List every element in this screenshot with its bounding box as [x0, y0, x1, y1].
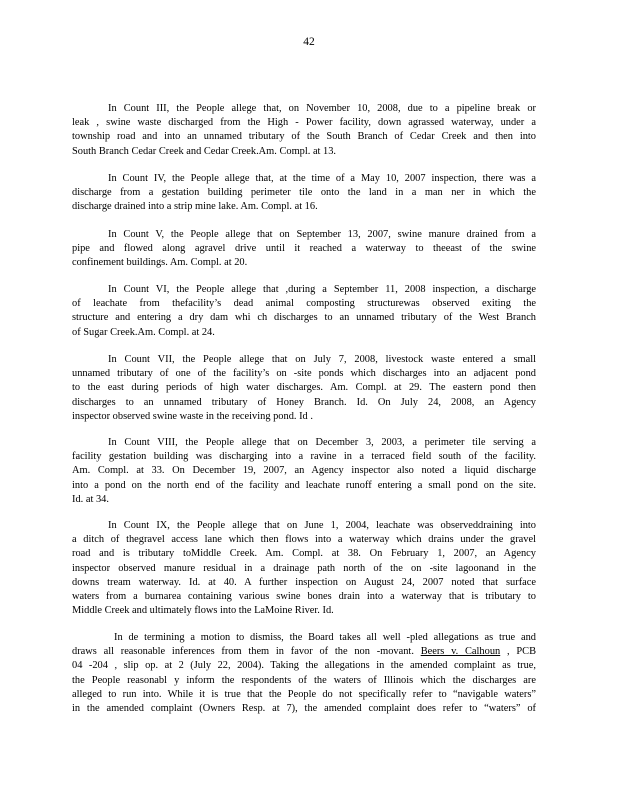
text-line: to the east during periods of high water discharges. Am. Compl. at 29. The eastern pond then [72, 382, 536, 394]
text-line: unnamed tributary of one of the facility’s on -site ponds which discharges into an adjacent pond [72, 368, 536, 380]
text-line: waters from a burnarea containing various swine bones drain into a waterway that is tributary to [72, 591, 536, 603]
text-line: In Count V, the People allege that on September 13, 2007, swine manure drained from a [108, 229, 536, 240]
text-line: a ditch of thegravel access lane which then flows into a waterway which drains under the gravel [72, 534, 536, 546]
text-line: inspector observed manure residual in a drainage path north of the on -site lagoonand in the [72, 562, 536, 574]
text-line: facility gestation building was discharging into a ravine in a terraced field south of the facility. [72, 451, 536, 463]
text-line: In Count III, the People allege that, on November 10, 2008, due to a pipeline break or [108, 103, 536, 114]
text-line: discharge drained into a strip mine lake. Am. Compl. at 16. [72, 201, 318, 213]
text-line: into a pond on the north end of the facility and leachate runoff entering a small pond on the site. [72, 479, 536, 491]
paragraph-count-ix [72, 519, 536, 618]
text-line: In Count IV, the People allege that, at the time of a May 10, 2007 inspection, there was a [108, 173, 536, 184]
text-line: In Count VII, the People allege that on July 7, 2008, livestock waste entered a small [108, 354, 536, 365]
text-line: in the amended complaint (Owners Resp. at 7), the amended complaint does refer to “waters” of [72, 703, 536, 715]
text-line: township road and into an unnamed tributary of the South Branch of Cedar Creek and then into [72, 131, 536, 143]
paragraph-count-v [72, 228, 536, 271]
text-line: Id. at 34. [72, 493, 109, 505]
text-line: discharge from a gestation building perimeter tile onto the land in a man ner in which the [72, 187, 536, 199]
text-line: leak , swine waste discharged from the High - Power facility, down agrassed waterway, under a [72, 117, 536, 129]
text-line: In Count VIII, the People allege that on December 3, 2003, a perimeter tile serving a [108, 437, 536, 448]
text-line-with-citation [72, 645, 536, 659]
paragraph-count-vii [72, 353, 536, 424]
paragraph-count-vi [72, 283, 536, 340]
text-segment: draws all reasonable inferences from them in favor of the non -movant. [72, 646, 421, 658]
paragraph-count-iii [72, 102, 536, 159]
text-line: of leachate from thefacility’s dead animal composting structurewas observed exiting the [72, 298, 536, 310]
text-line: In Count VI, the People allege that ,during a September 11, 2008 inspection, a discharge [108, 284, 536, 295]
text-line: confinement buildings. Am. Compl. at 20. [72, 257, 248, 269]
paragraph-count-iv [72, 172, 536, 215]
case-citation: Beers v. Calhoun [420, 646, 501, 658]
page-number: 42 [303, 36, 315, 48]
text-line: Am. Compl. at 33. On December 19, 2007, an Agency inspector also noted a liquid discharge [72, 465, 536, 477]
text-line: discharges to an unnamed tributary of Honey Branch. Id. On July 24, 2008, an Agency [72, 396, 536, 408]
text-line: inspector observed swine waste in the receiving pond. Id . [72, 410, 313, 422]
text-line: 04 -204 , slip op. at 2 (July 22, 2004). Taking the allegations in the amended complaint as true, [72, 660, 536, 672]
paragraph-count-viii [72, 436, 536, 507]
text-line: the People reasonabl y inform the respondents of the waters of Illinois which the discharges are [72, 674, 536, 686]
text-line: Middle Creek and ultimately flows into the LaMoine River. Id. [72, 605, 334, 617]
text-line: pipe and flowed along agravel drive until it reached a waterway to theeast of the swine [72, 243, 536, 255]
text-line: structure and entering a dry dam whi ch discharges to an unnamed tributary of the West Branch [72, 312, 536, 324]
text-segment: , PCB [500, 646, 536, 658]
text-line: downs tream waterway. Id. at 40. A further inspection on August 24, 2007 noted that surface [72, 576, 536, 588]
text-line: In Count IX, the People allege that on June 1, 2004, leachate was observeddraining into [108, 520, 536, 531]
paragraph-motion-to-dismiss [72, 631, 536, 716]
text-line: road and is tributary toMiddle Creek. Am. Compl. at 38. On February 1, 2007, an Agency [72, 548, 536, 560]
text-line: In de termining a motion to dismiss, the Board takes all well -pled allegations as true and [114, 632, 536, 643]
text-line: alleged to run into. While it is true that the People do not specifically refer to “navigable waters” [72, 688, 536, 700]
text-line: of Sugar Creek.Am. Compl. at 24. [72, 326, 215, 338]
text-line: South Branch Cedar Creek and Cedar Creek.Am. Compl. at 13. [72, 145, 337, 157]
